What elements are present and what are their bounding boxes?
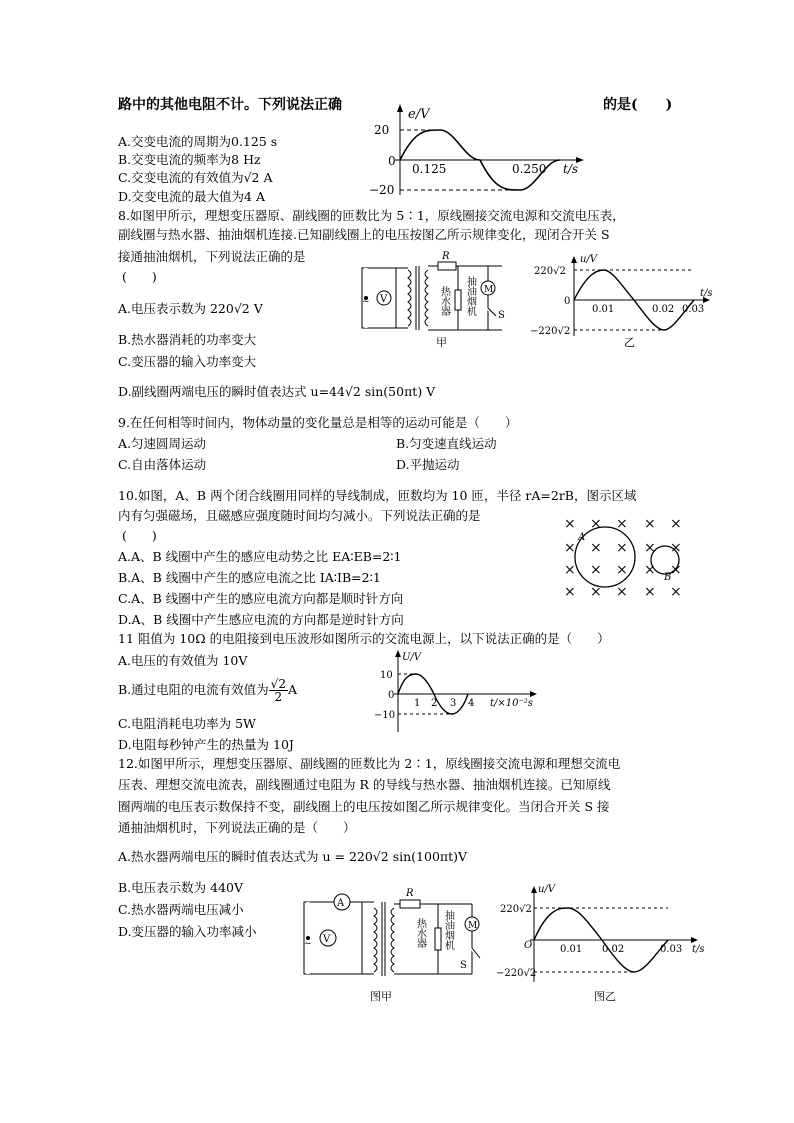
q9-option-d: D.平抛运动 xyxy=(396,457,460,472)
q12-graph-y-label: u/V xyxy=(538,884,556,895)
q8-graph-y-max: 220√2 xyxy=(534,266,566,277)
q7-graph xyxy=(360,100,590,200)
q11-option-b-text: B.通过电阻的电流有效值为 xyxy=(118,682,269,698)
q11-option-b-unit: A xyxy=(287,682,297,698)
q10-answer-paren: ( ) xyxy=(122,528,157,543)
q9-option-b: B.匀变速直线运动 xyxy=(396,436,497,451)
q12-graph-t1: 0.01 xyxy=(560,944,583,955)
q7-option-c: C.交变电流的有效值为√2 A xyxy=(118,170,273,185)
q12-graph-y-max: 220√2 xyxy=(500,904,532,915)
q12-source-icon: ~ xyxy=(304,939,312,949)
svg-text:×: × xyxy=(616,584,628,600)
q10-option-c: C.A、B 线圈中产生的感应电流方向都是顺时针方向 xyxy=(118,591,404,606)
q7-y-max: 20 xyxy=(374,123,390,137)
q12-ammeter-icon: A xyxy=(337,898,345,909)
q8-graph-t2: 0.02 xyxy=(652,304,675,315)
q8-option-a: A.电压表示数为 220√2 V xyxy=(118,301,263,316)
svg-text:×: × xyxy=(590,584,602,600)
svg-text:×: × xyxy=(670,540,682,556)
q12-motor-icon: M xyxy=(468,921,478,931)
svg-text:×: × xyxy=(644,540,656,556)
q8-option-c: C.变压器的输入功率变大 xyxy=(118,354,257,369)
q11-graph-t3: 3 xyxy=(450,698,457,709)
q10-magnetic-field-figure xyxy=(560,512,700,602)
q11-option-a: A.电压的有效值为 10V xyxy=(118,653,248,668)
coil-b-label: B xyxy=(664,572,672,583)
q10-stem-line1: 10.如图，A、B 两个闭合线圈用同样的导线制成，匝数均为 10 匝，半径 rA=2rB，图示区域 xyxy=(118,488,637,503)
q9-stem: 9.在任何相等时间内，物体动量的变化量总是相等的运动可能是（ ） xyxy=(118,415,518,430)
q12-graph-t3: 0.03 xyxy=(660,944,683,955)
q11-option-b-fraction xyxy=(269,678,288,703)
q8-voltage-graph xyxy=(528,250,718,350)
q11-graph-y-label: U/V xyxy=(402,652,422,663)
svg-text:×: × xyxy=(564,540,576,556)
q11-graph-t2: 2 xyxy=(431,698,438,709)
q11-option-b xyxy=(118,678,297,703)
q12-stem-line2: 压表、理想交流电流表，副线圈通过电阻为 R 的导线与热水器、抽油烟机连接。已知原线 xyxy=(118,777,611,792)
svg-text:×: × xyxy=(670,584,682,600)
q12-stem-line4: 通抽油烟机时，下列说法正确的是（ ） xyxy=(118,820,356,835)
q8-stem-line3: 接通抽油烟机，下列说法正确的是 xyxy=(118,249,306,264)
q7-option-b: B.交变电流的频率为8 Hz xyxy=(118,152,261,167)
svg-text:×: × xyxy=(616,516,628,532)
q8-option-b: B.热水器消耗的功率变大 xyxy=(118,332,257,347)
q11-graph-x-label: t/×10⁻²s xyxy=(490,698,533,709)
q7-option-d: D.交变电流的最大值为4 A xyxy=(118,189,266,204)
q8-graph-zero: 0 xyxy=(564,296,571,307)
q12-option-b: B.电压表示数为 440V xyxy=(118,880,244,895)
q10-stem-line2: 内有匀强磁场，且磁感应强度随时间均匀减小。下列说法正确的是 xyxy=(118,508,481,523)
q12-graph-zero: O xyxy=(524,940,533,951)
q11-option-c: C.电阻消耗电功率为 5W xyxy=(118,716,256,731)
q12-heater-label: 热水器 xyxy=(414,918,426,948)
svg-text:×: × xyxy=(590,540,602,556)
q8-graph-t3: 0.03 xyxy=(682,304,705,315)
svg-text:×: × xyxy=(616,540,628,556)
q11-graph-y-max: 10 xyxy=(380,670,393,681)
q7-option-a: A.交变电流的周期为0.125 s xyxy=(118,134,278,149)
q12-circuit-diagram xyxy=(302,888,492,1008)
q7-y-label: e/V xyxy=(408,107,430,122)
svg-text:×: × xyxy=(590,516,602,532)
magnetic-field-cross-icons xyxy=(564,516,682,600)
q10-option-d: D.A、B 线圈中产生感应电流的方向都是逆时针方向 xyxy=(118,612,404,627)
q10-option-a: A.A、B 线圈中产生的感应电动势之比 EA∶EB=2∶1 xyxy=(118,549,402,564)
svg-text:×: × xyxy=(670,562,682,578)
svg-text:×: × xyxy=(644,584,656,600)
q8-circuit-diagram xyxy=(360,250,520,350)
q8-resistor-label: R xyxy=(442,251,450,262)
q12-resistor-label: R xyxy=(406,888,414,899)
q11-fraction-denominator: 2 xyxy=(274,690,283,704)
q12-graph-caption: 图乙 xyxy=(594,990,616,1003)
q12-option-c: C.热水器两端电压减小 xyxy=(118,902,244,917)
q8-stem-line2: 副线圈与热水器、抽油烟机连接.已知副线圈上的电压按图乙所示规律变化，现闭合开关 S xyxy=(118,227,610,242)
q8-answer-paren: ( ) xyxy=(122,269,157,284)
q8-heater-label: 热水器 xyxy=(438,286,450,316)
q8-source-icon: ~ xyxy=(362,297,370,307)
q8-stem-line1: 8.如图甲所示，理想变压器原、副线圈的匝数比为 5∶1，原线圈接交流电源和交流电压表， xyxy=(118,208,625,223)
q9-option-a: A.匀速圆周运动 xyxy=(118,436,207,451)
svg-text:×: × xyxy=(670,516,682,532)
q8-graph-y-min: −220√2 xyxy=(530,326,571,337)
q8-option-d: D.副线圈两端电压的瞬时值表达式 u=44√2 sin(50πt) V xyxy=(118,384,436,399)
q8-graph-y-label: u/V xyxy=(580,254,598,265)
q11-voltage-graph xyxy=(368,648,548,738)
q11-graph-t1: 1 xyxy=(414,698,421,709)
q8-motor-icon: M xyxy=(484,285,494,295)
q7-x-label: t/s xyxy=(563,162,579,176)
q7-t1: 0.125 xyxy=(412,162,447,176)
q8-graph-x-label: t/s xyxy=(700,288,713,299)
q11-fraction-numerator: √2 xyxy=(270,677,286,691)
q12-option-a: A.热水器两端电压的瞬时值表达式为 u = 220√2 sin(100πt)V xyxy=(118,849,468,864)
svg-text:×: × xyxy=(564,562,576,578)
coil-a-label: A xyxy=(578,532,586,543)
coil-b-circle xyxy=(651,546,679,574)
q7-t2: 0.250 xyxy=(512,162,547,176)
q12-voltage-graph xyxy=(498,882,708,1006)
q11-option-d: D.电阻每秒钟产生的热量为 10J xyxy=(118,737,294,752)
q8-voltmeter-icon: V xyxy=(380,294,388,305)
q11-stem: 11 阻值为 10Ω 的电阻接到电压波形如图所示的交流电源上，以下说法正确的是（ ） xyxy=(118,631,610,646)
q9-option-c: C.自由落体运动 xyxy=(118,457,207,472)
svg-text:×: × xyxy=(616,562,628,578)
q11-graph-t4: 4 xyxy=(468,698,475,709)
svg-text:×: × xyxy=(564,516,576,532)
svg-text:×: × xyxy=(644,562,656,578)
q12-switch-label: S xyxy=(460,960,467,971)
q12-hood-label: 抽油烟机 xyxy=(442,910,454,950)
q11-graph-zero: 0 xyxy=(388,690,395,701)
q8-hood-label: 抽油烟机 xyxy=(464,276,476,316)
q12-option-d: D.变压器的输入功率减小 xyxy=(118,924,257,939)
q8-circuit-caption: 甲 xyxy=(436,336,447,349)
q12-circuit-caption: 图甲 xyxy=(370,990,392,1003)
q7-intro: 路中的其他电阻不计。下列说法正确 xyxy=(118,97,342,113)
q7-intro-end: 的是( ) xyxy=(603,97,673,113)
q12-graph-t2: 0.02 xyxy=(602,944,625,955)
q12-stem-line1: 12.如图甲所示，理想变压器原、副线圈的匝数比为 2∶1，原线圈接交流电源和理想交流电 xyxy=(118,756,621,771)
q7-y-min: −20 xyxy=(369,183,395,197)
q10-option-b: B.A、B 线圈中产生的感应电流之比 IA∶IB=2∶1 xyxy=(118,570,381,585)
svg-text:×: × xyxy=(564,584,576,600)
q8-switch-label: S xyxy=(498,310,505,321)
svg-text:×: × xyxy=(590,562,602,578)
q12-voltmeter-icon: V xyxy=(323,934,331,945)
q12-graph-y-min: −220√2 xyxy=(496,968,537,979)
svg-text:×: × xyxy=(644,516,656,532)
q11-graph-y-min: −10 xyxy=(374,710,396,721)
q8-graph-caption: 乙 xyxy=(624,336,635,349)
q8-graph-t1: 0.01 xyxy=(592,304,615,315)
q12-graph-x-label: t/s xyxy=(692,944,705,955)
q7-zero: 0 xyxy=(388,154,396,168)
q12-stem-line3: 圈两端的电压表示数保持不变，副线圈上的电压按如图乙所示规律变化。当闭合开关 S 接 xyxy=(118,799,610,814)
